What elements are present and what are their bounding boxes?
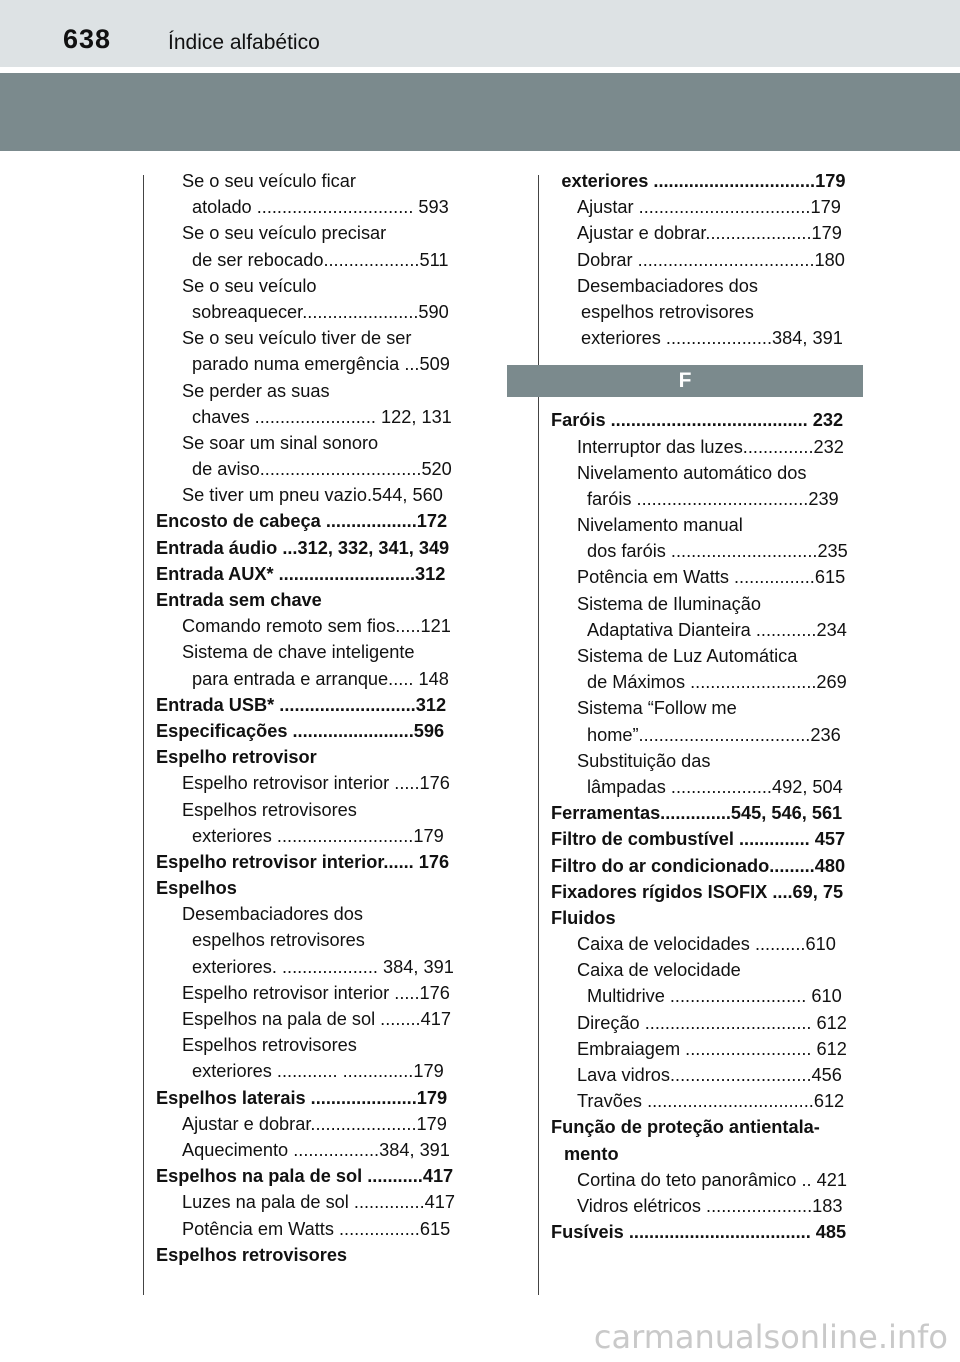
index-entry: Entrada áudio ...312, 332, 341, 349 <box>156 537 450 558</box>
index-subentry: Lava vidros............................456 <box>577 1065 842 1085</box>
index-subentry: de Máximos .........................269 <box>587 672 847 693</box>
index-entry: Entrada sem chave <box>156 590 322 610</box>
index-entry: Espelho retrovisor <box>156 747 317 768</box>
index-subentry: Caixa de velocidade <box>577 960 741 981</box>
index-subentry: Adaptativa Dianteira ............234 <box>587 619 847 640</box>
index-subentry: atolado ............................... 593 <box>192 197 449 218</box>
index-subentry: faróis ..................................239 <box>587 488 839 509</box>
index-subentry: Comando remoto sem fios.....121 <box>182 616 451 637</box>
index-subentry: Espelhos na pala de sol ........417 <box>182 1009 451 1029</box>
page-header <box>0 0 960 67</box>
index-subentry: Cortina do teto panorâmico .. 421 <box>577 1169 847 1190</box>
index-subentry: Se tiver um pneu vazio.544, 560 <box>182 485 443 506</box>
index-entry: Fusíveis .................................... 485 <box>551 1222 847 1243</box>
index-subentry: Potência em Watts ................615 <box>182 1218 451 1239</box>
index-entry: Espelhos retrovisores <box>156 1244 348 1265</box>
index-subentry: Sistema de Luz Automática <box>577 646 798 666</box>
index-subentry: Nivelamento manual <box>577 515 743 536</box>
index-subentry: lâmpadas ....................492, 504 <box>587 776 843 797</box>
index-entry: Espelhos laterais .....................179 <box>156 1087 448 1108</box>
index-subentry: Nivelamento automático dos <box>577 462 807 483</box>
index-subentry: exteriores ...........................179 <box>192 825 444 846</box>
index-subentry: Espelho retrovisor interior .....176 <box>182 773 450 794</box>
index-subentry: espelhos retrovisores <box>192 930 365 951</box>
index-subentry: Aquecimento .................384, 391 <box>182 1139 450 1160</box>
index-entry: Função de proteção antientala- <box>551 1117 820 1138</box>
index-subentry: Espelho retrovisor interior .....176 <box>182 982 450 1003</box>
index-entry: Fixadores rígidos ISOFIX ....69, 75 <box>551 881 844 902</box>
index-subentry: exteriores .....................384, 391 <box>581 328 843 349</box>
index-entry: exteriores ................................179 <box>561 171 846 191</box>
index-subentry: Substituição das <box>577 750 711 771</box>
index-subentry: Ajustar ..................................179 <box>577 197 841 218</box>
index-subentry: Caixa de velocidades ..........610 <box>577 934 836 955</box>
index-subentry: Direção ................................. 612 <box>577 1012 847 1033</box>
index-subentry: Multidrive ........................... 610 <box>587 986 842 1007</box>
index-entry: Faróis ....................................... 232 <box>551 410 844 431</box>
index-subentry: Sistema de chave inteligente <box>182 642 415 663</box>
index-subentry: parado numa emergência ...509 <box>192 354 450 375</box>
index-subentry: Luzes na pala de sol ..............417 <box>182 1192 455 1213</box>
index-subentry: Embraiagem ......................... 612 <box>577 1038 847 1059</box>
column-divider <box>538 175 539 1295</box>
index-entry: Fluidos <box>551 907 616 928</box>
index-subentry: Se soar um sinal sonoro <box>182 432 379 453</box>
index-entry: Entrada AUX* ...........................312 <box>156 563 446 584</box>
index-subentry: Se o seu veículo ficar <box>182 171 356 191</box>
index-subentry: espelhos retrovisores <box>581 301 754 322</box>
index-subentry: exteriores ............ ..............179 <box>192 1061 444 1082</box>
index-subentry: Sistema “Follow me <box>577 698 737 719</box>
header-band <box>0 73 960 151</box>
index-entry: Filtro de combustível .............. 457 <box>551 829 846 850</box>
index-subentry: Desembaciadores dos <box>577 275 758 296</box>
index-subentry: Se o seu veículo tiver de ser <box>182 328 412 349</box>
index-subentry: home”..................................236 <box>587 724 841 745</box>
index-subentry: Desembaciadores dos <box>182 904 363 925</box>
index-subentry: Vidros elétricos .....................183 <box>577 1195 843 1216</box>
index-subentry: exteriores. ................... 384, 391 <box>192 956 454 977</box>
watermark: carmanualsonline.info <box>593 1318 948 1356</box>
index-entry: Espelhos na pala de sol ...........417 <box>156 1166 454 1187</box>
index-entry: Entrada USB* ...........................312 <box>156 694 447 715</box>
section-header-f: F <box>507 365 863 397</box>
index-subentry: Interruptor das luzes..............232 <box>577 436 844 457</box>
index-column-right <box>551 168 863 1245</box>
index-entry: Espelhos <box>156 878 237 899</box>
page-title: Índice alfabético <box>168 31 320 54</box>
index-subentry: Se o seu veículo <box>182 275 317 296</box>
index-subentry: Potência em Watts ................615 <box>577 567 846 588</box>
index-subentry: dos faróis .............................235 <box>587 541 848 562</box>
index-entry: Ferramentas..............545, 546, 561 <box>551 803 843 824</box>
index-subentry: sobreaquecer.......................590 <box>192 301 449 322</box>
index-subentry: chaves ........................ 122, 131 <box>192 406 452 427</box>
index-subentry: Se o seu veículo precisar <box>182 223 387 244</box>
page-number: 638 <box>63 24 112 54</box>
index-entry: Filtro do ar condicionado.........480 <box>551 855 846 876</box>
index-subentry: Sistema de Iluminação <box>577 593 761 614</box>
index-subentry: de aviso................................520 <box>192 459 452 480</box>
left-margin-rule <box>143 175 144 1295</box>
index-subentry: Espelhos retrovisores <box>182 1035 357 1056</box>
index-subentry: Ajustar e dobrar.....................179 <box>182 1113 447 1134</box>
index-column-left <box>156 168 468 1268</box>
index-subentry: Ajustar e dobrar.....................179 <box>577 223 842 244</box>
index-entry: mento <box>564 1143 619 1164</box>
index-subentry: Dobrar ...................................180 <box>577 249 845 270</box>
index-subentry: de ser rebocado...................511 <box>192 249 449 270</box>
index-entry: Encosto de cabeça ..................172 <box>156 511 448 532</box>
index-entry: Especificações ........................596 <box>156 720 445 741</box>
index-entry: Espelho retrovisor interior...... 176 <box>156 851 450 872</box>
index-subentry: Espelhos retrovisores <box>182 799 357 820</box>
index-subentry: Travões .................................612 <box>577 1091 845 1112</box>
index-subentry: Se perder as suas <box>182 380 330 401</box>
index-subentry: para entrada e arranque..... 148 <box>192 668 449 689</box>
